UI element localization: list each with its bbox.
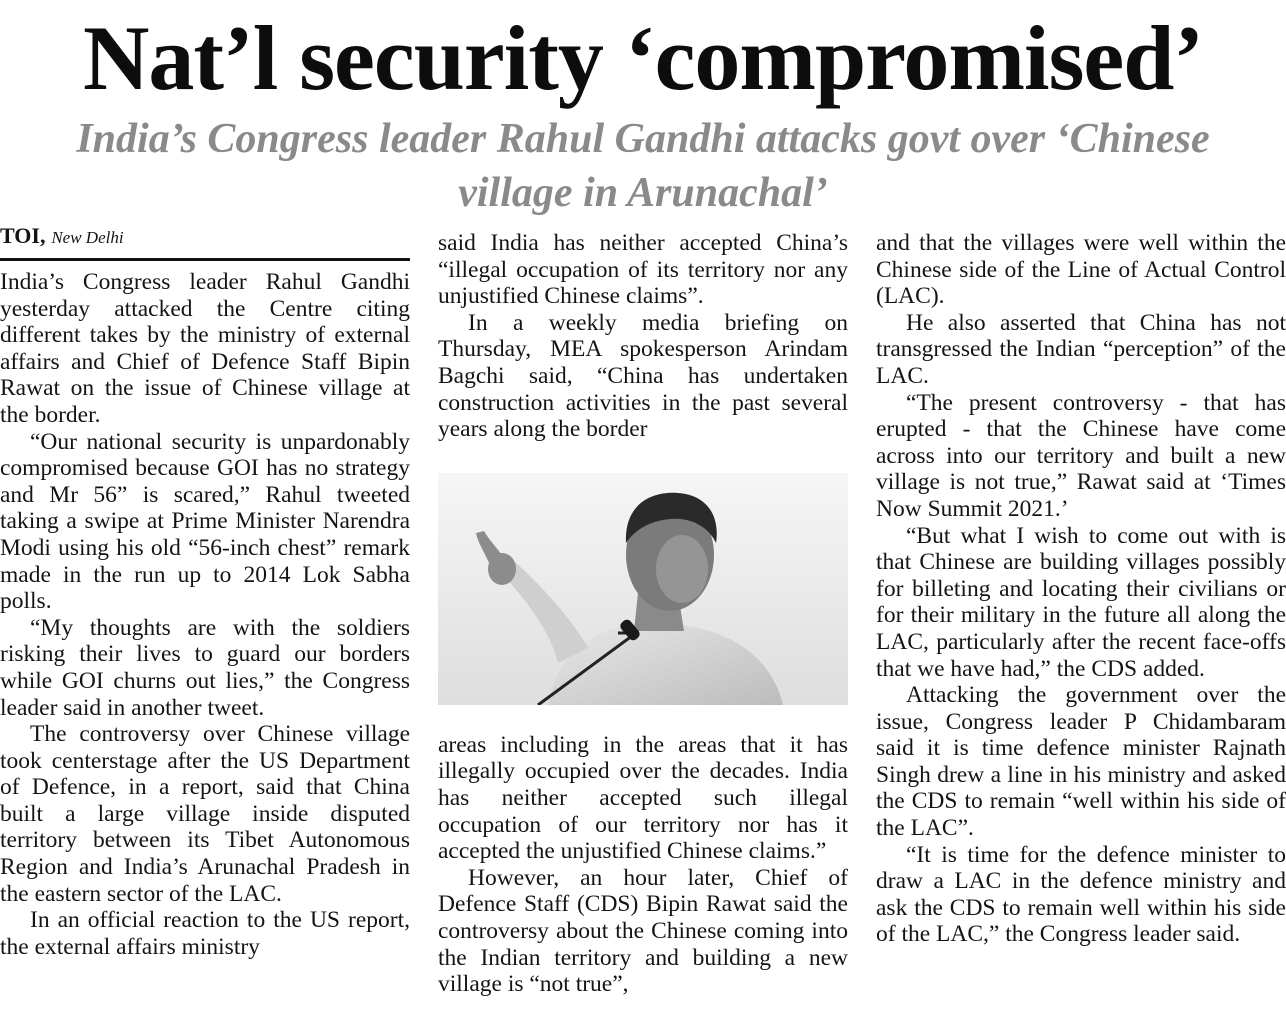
byline-agency: TOI,	[0, 223, 46, 248]
paragraph: “The present controversy - that has erupted - that the Chinese have come across into our territory and built a new village is not true,” Rawat said at ‘Times Now Summit 2021.’	[876, 389, 1286, 522]
paragraph: He also asserted that China has not transgressed the Indian “perception” of the LAC.	[876, 309, 1286, 389]
paragraph: said India has neither accepted China’s “illegal occupation of its territory nor any unjustified Chinese claims”.	[438, 230, 848, 310]
person-speaking-photo-icon	[438, 473, 848, 705]
paragraph: and that the villages were well within the Chinese side of the Line of Actual Control (LAC).	[876, 230, 1286, 310]
paragraph: India’s Congress leader Rahul Gandhi yesterday attacked the Centre citing different takes by the ministry of external affairs and Chief of Defence Staff Bipin Rawat on the issue of Chinese village at the border.	[0, 269, 410, 428]
paragraph: “But what I wish to come out with is that Chinese are building villages possibly for billeting and locating their civilians or for their military in the future all along the LAC, particularly after the recent face-offs that we have had,” the CDS added.	[876, 522, 1286, 682]
paragraph: In a weekly media briefing on Thursday, MEA spokesperson Arindam Bagchi said, “China has undertaken construction activities in the past several years along the border	[438, 309, 848, 443]
paragraph: The controversy over Chinese village took centerstage after the US Department of Defence, in a report, said that China built a large village inside disputed territory between its Tibet Autonomous Region and India’s Arunachal Pradesh in the eastern sector of the LAC.	[0, 721, 410, 907]
article-column-3	[876, 230, 1286, 948]
article-column-2	[438, 230, 848, 998]
subheadline: India’s Congress leader Rahul Gandhi attacks govt over ‘Chinese village in Arunachal’	[76, 116, 1210, 216]
byline-place: New Delhi	[51, 228, 124, 247]
byline	[0, 223, 410, 261]
paragraph: “Our national security is unpardonably compromised because GOI has no strategy and Mr 56” is scared,” Rahul tweeted taking a swipe at Prime Minister Narendra Modi using his old “56-inch chest” remark made in the run up to 2014 Lok Sabha polls.	[0, 428, 410, 615]
headline: Nat’l security ‘compromised’	[82, 7, 1204, 109]
article-photo	[438, 473, 848, 705]
paragraph: Attacking the government over the issue, Congress leader P Chidambaram said it is time defence minister Rajnath Singh drew a line in his ministry and asked the CDS to remain “well within his side of the LAC”.	[876, 682, 1286, 842]
paragraph: In an official reaction to the US report, the external affairs ministry	[0, 907, 410, 960]
paragraph: “My thoughts are with the soldiers risking their lives to guard our borders while GOI churns out lies,” the Congress leader said in another tweet.	[0, 614, 410, 721]
paragraph: “It is time for the defence minister to draw a LAC in the defence ministry and ask the CDS to remain well within his side of the LAC,” the Congress leader said.	[876, 841, 1286, 948]
paragraph: areas including in the areas that it has illegally occupied over the decades. India has neither accepted such illegal occupation of our territory nor has it accepted the unjustified Chinese claims.”	[438, 731, 848, 865]
article-column-1	[0, 223, 410, 960]
paragraph: However, an hour later, Chief of Defence Staff (CDS) Bipin Rawat said the controversy about the Chinese coming into the Indian territory and building a new village is “not true”,	[438, 864, 848, 998]
